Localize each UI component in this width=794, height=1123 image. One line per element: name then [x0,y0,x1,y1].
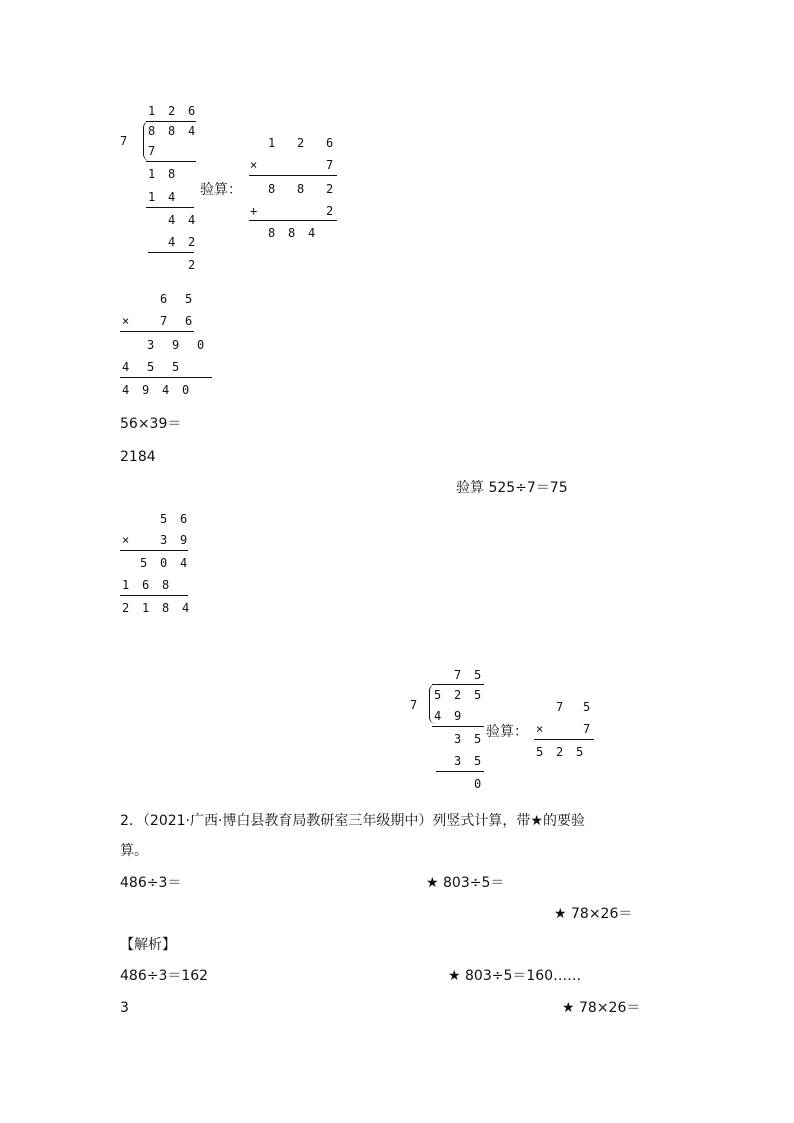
problem-78x26: ★ 78×26＝ [554,906,633,922]
step-digit: 5 [474,732,482,746]
digit: 2 [326,182,334,196]
check-label: 验算： [200,182,242,198]
dividend-digit: 4 [188,124,196,138]
step-digit: 1 [148,167,156,181]
rule-line [249,220,337,221]
rule-line [120,331,194,332]
digit: 4 [122,360,130,374]
answer-2184: 2184 [120,449,156,465]
digit: 1 [268,136,276,150]
digit: 4 [122,383,130,397]
rule-line [120,550,188,551]
step-line [146,207,194,208]
step-digit: 3 [454,754,462,768]
digit: 6 [160,292,168,306]
quotient-digit: 2 [168,104,176,118]
digit: 8 [288,226,296,240]
divisor: 7 [410,698,418,712]
check-label: 验算： [486,724,528,740]
dividend-digit: 5 [434,688,442,702]
times-sign: × [122,533,130,547]
step-digit: 4 [168,213,176,227]
digit: 6 [142,578,150,592]
answer-803-div-5: ★ 803÷5＝160…… [448,968,582,984]
digit: 7 [326,158,334,172]
digit: 8 [162,601,170,615]
digit: 1 [142,601,150,615]
dividend-digit: 2 [454,688,462,702]
digit: 2 [556,745,564,759]
digit: 8 [297,182,305,196]
digit: 7 [160,314,168,328]
digit: 0 [182,383,190,397]
times-sign: × [536,722,544,736]
times-sign: × [250,158,258,172]
digit: 6 [185,314,193,328]
problem-486-div-3: 486÷3＝ [120,875,182,891]
digit: 8 [268,226,276,240]
digit: 9 [180,533,188,547]
digit: 1 [122,578,130,592]
digit: 3 [160,533,168,547]
rule-line [120,377,212,378]
plus-sign: + [250,204,258,218]
step-digit: 9 [454,709,462,723]
digit: 5 [536,745,544,759]
quotient-digit: 1 [148,104,156,118]
digit: 6 [326,136,334,150]
problem-803-div-5: ★ 803÷5＝ [426,875,505,891]
digit: 0 [160,556,168,570]
digit: 2 [326,204,334,218]
digit: 4 [162,383,170,397]
digit: 5 [147,360,155,374]
digit: 4 [308,226,316,240]
remainder: 0 [474,777,482,791]
dividend-digit: 8 [148,124,156,138]
quotient-digit: 7 [454,668,462,682]
step-digit: 8 [168,167,176,181]
rule-line [120,595,188,596]
quotient-digit: 6 [188,104,196,118]
step-digit: 3 [454,732,462,746]
check-525-div-7: 验算 525÷7＝75 [456,480,568,496]
digit: 7 [556,700,564,714]
step-digit: 1 [148,190,156,204]
step-digit: 5 [474,754,482,768]
question-2-stem-cont: 算。 [120,843,148,859]
digit: 8 [162,578,170,592]
step-digit: 2 [188,235,196,249]
digit: 3 [147,338,155,352]
digit: 5 [160,512,168,526]
rule-line [249,175,337,176]
digit: 7 [583,722,591,736]
question-2-stem: 2．（2021·广西·博白县教育局教研室三年级期中）列竖式计算，带★的要验 [120,813,585,829]
divisor: 7 [120,134,128,148]
step-digit: 4 [188,213,196,227]
digit: 5 [576,745,584,759]
digit: 6 [180,512,188,526]
step-line [436,771,484,772]
digit: 5 [185,292,193,306]
remainder-3: 3 [120,1000,129,1016]
digit: 4 [180,556,188,570]
problem-56x39: 56×39＝ [120,416,182,432]
answer-78x26: ★ 78×26＝ [562,1000,641,1016]
digit: 5 [583,700,591,714]
analysis-label: 【解析】 [120,937,176,953]
division-bar [432,684,484,685]
digit: 4 [182,601,190,615]
times-sign: × [122,314,130,328]
dividend-digit: 5 [474,688,482,702]
dividend-digit: 8 [168,124,176,138]
step-line [432,726,484,727]
step-digit: 4 [434,709,442,723]
step-digit: 7 [148,144,156,158]
answer-486-div-3: 486÷3＝162 [120,968,209,984]
digit: 0 [197,338,205,352]
digit: 5 [172,360,180,374]
step-digit: 4 [168,235,176,249]
step-line [148,252,194,253]
digit: 2 [297,136,305,150]
remainder: 2 [188,258,196,272]
digit: 2 [122,601,130,615]
step-digit: 4 [168,190,176,204]
digit: 9 [142,383,150,397]
division-bar [146,121,196,122]
digit: 9 [172,338,180,352]
step-line [146,161,196,162]
digit: 8 [268,182,276,196]
digit: 5 [140,556,148,570]
rule-line [534,739,594,740]
quotient-digit: 5 [474,668,482,682]
